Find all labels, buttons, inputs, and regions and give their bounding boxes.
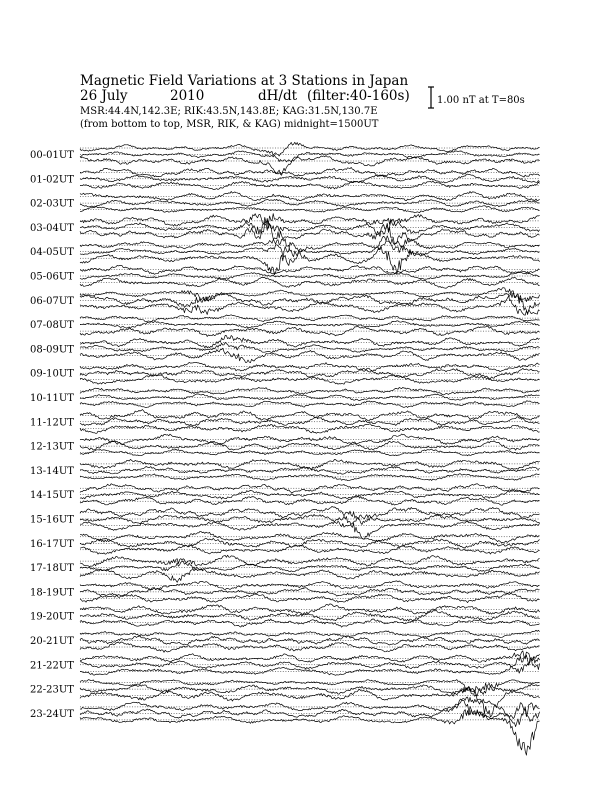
- trace-rik-11-12ut: [80, 417, 540, 426]
- hour-label: 14-15UT: [30, 490, 74, 502]
- trace-msr-03-04ut: [80, 222, 540, 245]
- hour-label: 05-06UT: [30, 271, 74, 283]
- station-order-note: (from bottom to top, MSR, RIK, & KAG) midnight=1500UT: [80, 119, 379, 130]
- trace-msr-09-10ut: [80, 375, 540, 385]
- hour-label: 11-12UT: [30, 417, 74, 429]
- chart-title: Magnetic Field Variations at 3 Stations in Japan: [80, 73, 409, 89]
- trace-rik-10-11ut: [80, 394, 540, 401]
- hour-labels: [30, 150, 74, 720]
- trace-msr-14-15ut: [80, 496, 540, 505]
- filter-label: (filter:40-160s): [307, 88, 410, 104]
- hour-label: 07-08UT: [30, 320, 74, 332]
- hour-label: 16-17UT: [30, 538, 74, 550]
- trace-kag-03-04ut: [80, 214, 540, 235]
- station-coordinates: MSR:44.4N,142.3E; RIK:43.5N,143.8E; KAG:31.5N,130.7E: [80, 106, 378, 117]
- trace-msr-19-20ut: [80, 619, 540, 627]
- hour-label: 18-19UT: [30, 587, 74, 599]
- trace-rik-12-13ut: [80, 441, 540, 451]
- trace-kag-19-20ut: [80, 604, 540, 615]
- hour-label: 17-18UT: [30, 563, 74, 575]
- trace-msr-21-22ut: [80, 655, 540, 675]
- trace-msr-18-19ut: [80, 593, 540, 602]
- hour-label: 21-22UT: [30, 660, 74, 672]
- hour-label: 20-21UT: [30, 636, 74, 647]
- hour-label: 06-07UT: [30, 295, 74, 307]
- date-day-month: 26 July: [80, 88, 128, 104]
- hour-label: 10-11UT: [30, 393, 74, 404]
- trace-kag-02-03ut: [80, 191, 540, 200]
- trace-msr-13-14ut: [80, 474, 540, 481]
- scale-bar-label: 1.00 nT at T=80s: [437, 95, 525, 106]
- trace-msr-04-05ut: [80, 242, 540, 274]
- hour-label: 12-13UT: [30, 441, 74, 453]
- trace-rik-17-18ut: [80, 561, 540, 572]
- trace-rik-01-02ut: [80, 174, 540, 183]
- hour-label: 03-04UT: [30, 222, 74, 234]
- scale-bar: [428, 87, 525, 108]
- trace-msr-05-06ut: [80, 277, 540, 288]
- trace-rik-15-16ut: [80, 514, 540, 528]
- hour-label: 01-02UT: [30, 174, 74, 186]
- hour-label: 04-05UT: [30, 247, 74, 259]
- traces: [80, 142, 540, 755]
- trace-kag-21-22ut: [80, 651, 540, 663]
- hour-label: 23-24UT: [30, 708, 74, 720]
- date-year: 2010: [170, 88, 205, 104]
- hour-label: 13-14UT: [30, 465, 74, 477]
- trace-msr-06-07ut: [80, 293, 540, 315]
- hour-label: 22-23UT: [30, 684, 74, 696]
- trace-kag-05-06ut: [80, 265, 540, 274]
- trace-msr-02-03ut: [80, 206, 540, 213]
- hour-label: 00-01UT: [30, 150, 74, 161]
- trace-rik-03-04ut: [80, 214, 540, 234]
- hour-label: 09-10UT: [30, 368, 74, 380]
- trace-msr-17-18ut: [80, 568, 540, 582]
- hour-label: 15-16UT: [30, 514, 74, 526]
- trace-rik-00-01ut: [80, 151, 540, 162]
- trace-kag-09-10ut: [80, 362, 540, 372]
- hour-label: 02-03UT: [30, 198, 74, 210]
- trace-msr-23-24ut: [80, 707, 540, 756]
- hour-label: 19-20UT: [30, 611, 74, 623]
- quantity-label: dH/dt: [258, 88, 298, 104]
- hour-label: 08-09UT: [30, 344, 74, 356]
